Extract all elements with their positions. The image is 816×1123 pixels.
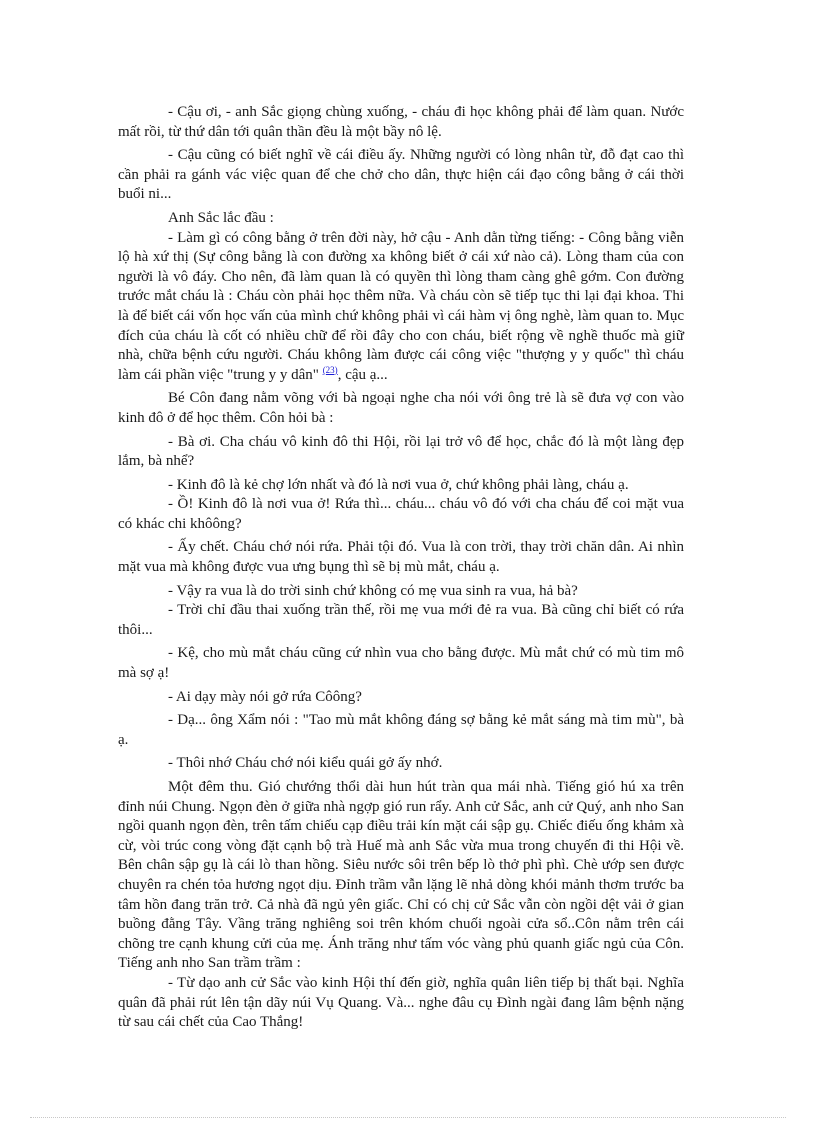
paragraph: - Ấy chết. Cháu chớ nói rứa. Phải tội đó. Vua là con trời, thay trời chăn dân. Ai nhìn mặt vua mà không được vua ưng bụng thì sẽ bị mù mắt, cháu ạ.: [118, 539, 684, 576]
paragraph: - Từ dạo anh cử Sắc vào kinh Hội thí đến giờ, nghĩa quân liên tiếp bị thất bại. Nghĩa quân đã phải rút lên tận dãy núi Vụ Quang. Và... nghe đâu cụ Đình ngài đang lâm bệnh nặng từ sau cái chết của Cao Thắng!: [118, 974, 684, 1031]
paragraph: - Kinh đô là kẻ chợ lớn nhất và đó là nơi vua ở, chứ không phải làng, cháu ạ.: [168, 476, 629, 493]
footnote-link[interactable]: (23): [322, 364, 338, 375]
paragraph: Anh Sắc lắc đầu :: [168, 209, 274, 226]
paragraph: - Trời chỉ đầu thai xuống trần thế, rồi mẹ vua mới đẻ ra vua. Bà cũng chỉ biết có rứa thôi...: [118, 602, 684, 638]
paragraph: Một đêm thu. Gió chướng thổi dài hun hút tràn qua mái nhà. Tiếng gió hú xa trên đỉnh núi Chung. Ngọn đèn ở giữa nhà ngợp gió run rẩy. Anh cử Sắc, anh cử Quý, anh nho San ngồi quanh ngọn đèn, trên tấm chiếu cạp điều trải kín mặt cái sập gụ. Chiếc điếu ống khảm xà cừ, vòi trúc cong vòng đặt cạnh bộ trà Huế mà anh Sắc vừa mua trong chuyến đi thi Hội về. Bên chân sập gụ là cái lò than hồng. Siêu nước sôi trên bếp lò thở phì phì. Chè ướp sen được chuyên ra chén tỏa hương ngọt dịu. Đỉnh trầm vẫn lặng lẽ nhả dòng khói mảnh thơm trước ba tâm hồn đang trăn trở. Cả nhà đã ngủ yên giấc. Chỉ có chị cử Sắc vẫn còn ngồi dệt vải ở gian buồng đằng Tây. Vầng trăng nghiêng soi trên khóm chuối ngoài cửa sổ..Côn nằm trên cái chõng tre cạnh khung cửi của mẹ. Ánh trăng như tấm vóc vàng phủ quanh giấc ngủ của Côn. Tiếng anh nho San trầm trầm :: [118, 779, 684, 972]
paragraph: Bé Côn đang nằm võng với bà ngoại nghe cha nói với ông trẻ là sẽ đưa vợ con vào kinh đô ở để học thêm. Côn hỏi bà :: [118, 390, 684, 426]
paragraph: - Cậu cũng có biết nghĩ về cái điều ấy. Những người có lòng nhân từ, đỗ đạt cao thì cần phải ra gánh vác việc quan để che chở cho dân, thực hiện cái đạo công bằng ở cái thời buổi ni...: [118, 147, 684, 203]
paragraph: - Kệ, cho mù mắt cháu cũng cứ nhìn vua cho bằng được. Mù mắt chứ có mù tim mô mà sợ ạ!: [118, 645, 684, 682]
paragraph-tail: , cậu ạ...: [337, 366, 388, 383]
paragraph: - Ai dạy mày nói gở rứa Côông?: [168, 688, 362, 705]
paragraph: - Ồ! Kinh đô là nơi vua ở! Rứa thì... cháu... cháu vô đó với cha cháu để coi mặt vua có khác chi khôông?: [118, 496, 684, 532]
paragraph-with-footnote: [118, 229, 684, 386]
paragraph: - Vậy ra vua là do trời sinh chứ không có mẹ vua sinh ra vua, hả bà?: [168, 582, 578, 599]
paragraph: - Dạ... ông Xẩm nói : "Tao mù mắt không đáng sợ bằng kẻ mắt sáng mà tim mù", bà ạ.: [118, 712, 684, 748]
document-body: [118, 103, 684, 1033]
page-bottom-divider: [30, 1117, 786, 1118]
paragraph: - Cậu ơi, - anh Sắc giọng chùng xuống, - cháu đi học không phải để làm quan. Nước mất rồi, từ thứ dân tới quân thần đều là một bầy nô lệ.: [118, 104, 684, 140]
paragraph: - Thôi nhớ Cháu chớ nói kiểu quái gở ấy nhớ.: [168, 755, 443, 772]
paragraph: - Bà ơi. Cha cháu vô kinh đô thi Hội, rồi lại trở vô để học, chắc đó là một làng đẹp lắm, bà nhể?: [118, 433, 684, 470]
paragraph-text: - Làm gì có công bằng ở trên đời này, hở cậu - Anh dằn từng tiếng: - Công bằng viễn lộ hà xứ thị (Sự công bằng là con đường xa không biết ở cái xứ nào cả). Lòng tham của con người là vô đáy. Cho nên, đã làm quan là có quyền thì lòng tham càng ghê gớm. Con đường trước mắt cháu là : Cháu còn phải học thêm nữa. Và cháu còn sẽ tiếp tục thi lại đại khoa. Thi là để biết cái vốn học vấn của mình chứ không phải vì cái hàm vị ông nghè, làm quan to. Mục đích của cháu là cốt có nhiều chữ để rồi đây cho con cháu, biết rộng về nghề thuốc mà giữ nhà, chữa bệnh cứu người. Cháu không làm được cái công việc "thượng y y quốc" thì cháu làm cái phần việc "trung y y dân": [118, 229, 684, 383]
